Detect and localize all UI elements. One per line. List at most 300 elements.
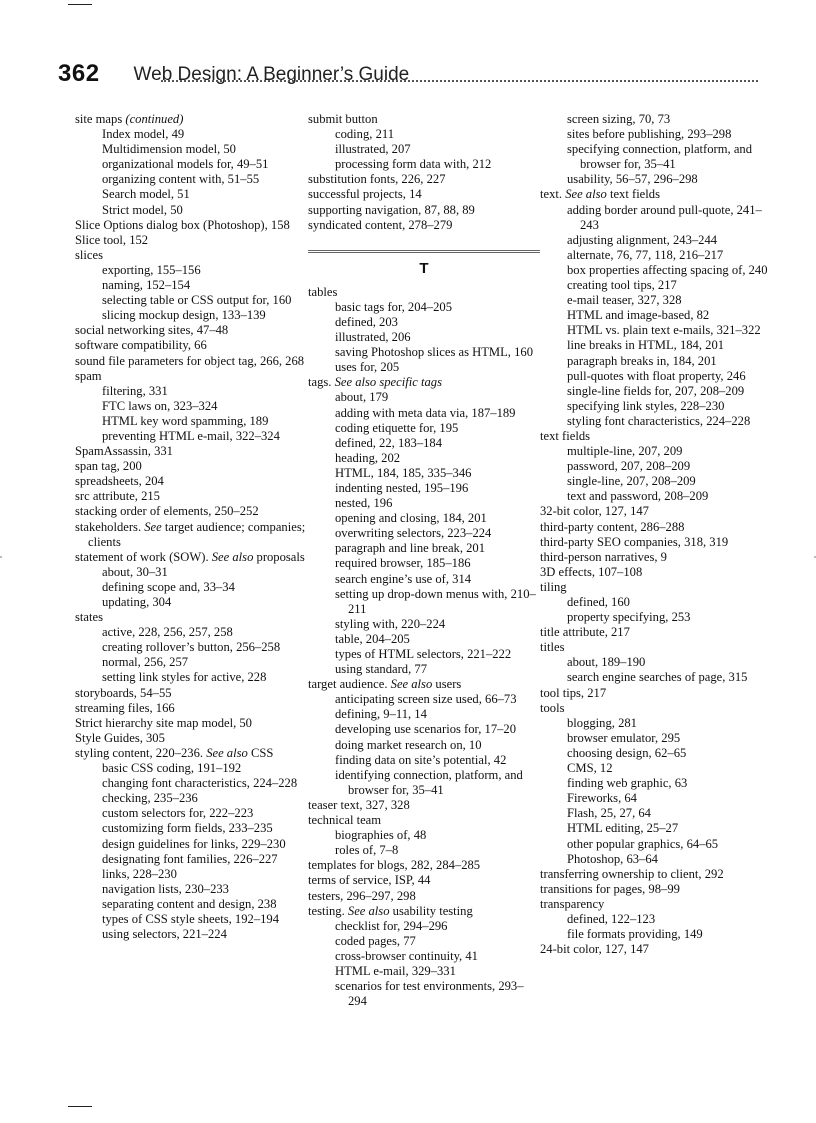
index-entry xyxy=(540,701,772,716)
entry-text: teaser text, 327, 328 xyxy=(308,797,410,812)
index-subentry xyxy=(540,338,772,353)
entry-text: usability testing xyxy=(389,903,473,918)
entry-list xyxy=(540,112,772,957)
index-subentry xyxy=(308,345,540,360)
index-entry xyxy=(540,867,772,882)
entry-text: single-line, 207, 208–209 xyxy=(567,474,696,489)
entry-text: third-party content, 286–288 xyxy=(540,519,685,534)
entry-text: third-party SEO companies, 318, 319 xyxy=(540,534,729,549)
index-subentry xyxy=(75,625,307,640)
entry-text: styling content, 220–236. xyxy=(75,745,207,760)
entry-text: substitution fonts, 226, 227 xyxy=(308,172,446,187)
index-subentry xyxy=(308,587,540,617)
entry-text: coding, 211 xyxy=(335,127,394,142)
index-entry xyxy=(540,686,772,701)
entry-text: changing font characteristics, 224–228 xyxy=(102,776,298,791)
index-subentry xyxy=(308,421,540,436)
index-entry xyxy=(75,218,307,233)
entry-text: 24-bit color, 127, 147 xyxy=(540,942,649,957)
index-subentry xyxy=(308,360,540,375)
entry-text: indenting nested, 195–196 xyxy=(335,480,469,495)
entry-text: HTML editing, 25–27 xyxy=(567,821,679,836)
entry-text: illustrated, 206 xyxy=(335,330,411,345)
index-entry xyxy=(75,369,307,384)
entry-text: defining, 9–11, 14 xyxy=(335,707,427,722)
index-subentry xyxy=(75,399,307,414)
entry-text: separating content and design, 238 xyxy=(102,896,277,911)
index-subentry xyxy=(75,308,307,323)
index-subentry xyxy=(540,354,772,369)
entry-text: stakeholders. xyxy=(75,519,145,534)
index-subentry xyxy=(308,662,540,677)
index-entry xyxy=(75,716,307,731)
index-subentry xyxy=(75,761,307,776)
index-subentry xyxy=(308,738,540,753)
index-entry xyxy=(308,285,540,300)
entry-italic-text: (continued) xyxy=(125,112,184,126)
index-subentry xyxy=(540,414,772,429)
index-subentry xyxy=(308,496,540,511)
entry-text: transitions for pages, 98–99 xyxy=(540,881,680,896)
index-subentry xyxy=(540,127,772,142)
index-subentry xyxy=(540,927,772,942)
entry-text: active, 228, 256, 257, 258 xyxy=(102,625,233,640)
entry-text: scenarios for test environments, 293–294 xyxy=(335,979,524,1009)
index-subentry xyxy=(308,692,540,707)
entry-text: illustrated, 207 xyxy=(335,142,411,157)
index-subentry xyxy=(540,323,772,338)
entry-text: finding web graphic, 63 xyxy=(567,776,688,791)
entry-text: target audience. xyxy=(308,677,391,692)
index-subentry xyxy=(540,444,772,459)
index-subentry xyxy=(308,451,540,466)
entry-italic-text: See also xyxy=(565,187,607,202)
entry-text: doing market research on, 10 xyxy=(335,737,482,752)
index-subentry xyxy=(308,722,540,737)
entry-text: text fields xyxy=(540,428,591,443)
index-subentry xyxy=(540,655,772,670)
entry-text: 3D effects, 107–108 xyxy=(540,564,643,579)
index-subentry xyxy=(75,867,307,882)
entry-text: coded pages, 77 xyxy=(335,933,416,948)
entry-text: screen sizing, 70, 73 xyxy=(567,112,671,126)
index-subentry xyxy=(540,172,772,187)
entry-text: third-person narratives, 9 xyxy=(540,549,667,564)
entry-text: basic CSS coding, 191–192 xyxy=(102,761,242,776)
index-subentry xyxy=(540,776,772,791)
entry-text: e-mail teaser, 327, 328 xyxy=(567,293,682,308)
entry-text: Multidimension model, 50 xyxy=(102,142,236,157)
entry-text: states xyxy=(75,610,103,625)
index-subentry xyxy=(540,369,772,384)
entry-text: setting link styles for active, 228 xyxy=(102,670,267,685)
entry-text: text. xyxy=(540,187,566,202)
index-subentry xyxy=(75,384,307,399)
entry-text: cross-browser continuity, 41 xyxy=(335,948,478,963)
entry-text: HTML, 184, 185, 335–346 xyxy=(335,465,472,480)
entry-text: browser emulator, 295 xyxy=(567,730,681,745)
edge-mark-left xyxy=(0,556,2,558)
entry-text: blogging, 281 xyxy=(567,715,637,730)
index-entry xyxy=(540,640,772,655)
dotted-leader xyxy=(161,80,758,82)
index-entry xyxy=(308,858,540,873)
entry-text: anticipating screen size used, 66–73 xyxy=(335,692,517,707)
entry-text: defined, 122–123 xyxy=(567,911,656,926)
index-subentry xyxy=(540,746,772,761)
entry-text: Slice tool, 152 xyxy=(75,232,149,247)
index-entry xyxy=(75,323,307,338)
entry-text: single-line fields for, 207, 208–209 xyxy=(567,383,745,398)
entry-text: heading, 202 xyxy=(335,450,401,465)
entry-text: about, 30–31 xyxy=(102,564,168,579)
index-subentry xyxy=(308,617,540,632)
index-subentry xyxy=(540,791,772,806)
entry-text: testing. xyxy=(308,903,348,918)
entry-text: Search model, 51 xyxy=(102,187,190,202)
index-entry xyxy=(308,203,540,218)
entry-text: target audience; companies; clients xyxy=(88,519,306,549)
index-subentry xyxy=(308,843,540,858)
entry-text: social networking sites, 47–48 xyxy=(75,323,229,338)
index-subentry xyxy=(540,459,772,474)
entry-text: property specifying, 253 xyxy=(567,610,691,625)
index-subentry xyxy=(308,768,540,798)
running-title: Web Design: A Beginner’s Guide xyxy=(133,64,410,85)
index-subentry xyxy=(540,670,772,685)
entry-text: finding data on site’s potential, 42 xyxy=(335,752,507,767)
entry-text: proposals xyxy=(253,549,305,564)
entry-text: using standard, 77 xyxy=(335,662,427,677)
index-subentry xyxy=(540,912,772,927)
index-subentry xyxy=(540,399,772,414)
index-subentry xyxy=(540,761,772,776)
entry-italic-text: See also xyxy=(390,677,433,692)
entry-text: navigation lists, 230–233 xyxy=(102,881,229,896)
index-subentry xyxy=(308,707,540,722)
index-entry xyxy=(540,429,772,444)
index-subentry xyxy=(308,127,540,142)
entry-text: site maps xyxy=(75,112,126,126)
entry-text: slices xyxy=(75,247,103,262)
index-entry xyxy=(308,375,540,390)
entry-text: streaming files, 166 xyxy=(75,700,175,715)
page-header xyxy=(58,55,758,87)
index-subentry xyxy=(75,791,307,806)
entry-text: HTML and image-based, 82 xyxy=(567,308,710,323)
entry-text: users xyxy=(432,677,462,692)
index-subentry xyxy=(540,278,772,293)
entry-text: Photoshop, 63–64 xyxy=(567,851,658,866)
index-subentry xyxy=(75,414,307,429)
crop-mark-top xyxy=(68,4,92,5)
index-subentry xyxy=(75,293,307,308)
entry-text: sites before publishing, 293–298 xyxy=(567,127,732,142)
entry-text: syndicated content, 278–279 xyxy=(308,217,453,232)
index-subentry xyxy=(308,511,540,526)
index-entry xyxy=(540,520,772,535)
index-subentry xyxy=(75,580,307,595)
index-subentry xyxy=(308,315,540,330)
entry-text: tags. xyxy=(308,375,335,390)
entry-text: setting up drop-down menus with, 210–211 xyxy=(335,586,536,616)
entry-text: table, 204–205 xyxy=(335,631,410,646)
entry-text: spreadsheets, 204 xyxy=(75,474,164,489)
index-entry xyxy=(75,248,307,263)
entry-text: uses for, 205 xyxy=(335,360,400,375)
entry-text: password, 207, 208–209 xyxy=(567,459,691,474)
index-entry xyxy=(75,233,307,248)
entry-text: supporting navigation, 87, 88, 89 xyxy=(308,202,475,217)
index-subentry xyxy=(540,610,772,625)
entry-text: title attribute, 217 xyxy=(540,625,630,640)
entry-text: selecting table or CSS output for, 160 xyxy=(102,293,292,308)
index-subentry xyxy=(75,912,307,927)
entry-text: search engine’s use of, 314 xyxy=(335,571,472,586)
entry-text: defined, 22, 183–184 xyxy=(335,435,443,450)
index-entry xyxy=(75,504,307,519)
entry-text: FTC laws on, 323–324 xyxy=(102,398,218,413)
entry-text: HTML key word spamming, 189 xyxy=(102,413,269,428)
entry-text: tool tips, 217 xyxy=(540,685,607,700)
entry-text: file formats providing, 149 xyxy=(567,927,703,942)
entry-text: paragraph and line break, 201 xyxy=(335,541,486,556)
index-subentry xyxy=(75,127,307,142)
letter-heading: T xyxy=(308,250,540,278)
entry-text: choosing design, 62–65 xyxy=(567,745,687,760)
index-entry xyxy=(308,889,540,904)
entry-text: preventing HTML e-mail, 322–324 xyxy=(102,428,280,443)
entry-text: paragraph breaks in, 184, 201 xyxy=(567,353,717,368)
entry-text: HTML e-mail, 329–331 xyxy=(335,963,456,978)
index-column-1 xyxy=(75,112,307,942)
index-subentry xyxy=(308,330,540,345)
entry-text: coding etiquette for, 195 xyxy=(335,420,459,435)
entry-text: adding with meta data via, 187–189 xyxy=(335,405,516,420)
entry-text: titles xyxy=(540,640,565,655)
index-entry xyxy=(308,904,540,919)
index-subentry xyxy=(308,157,540,172)
entry-text: specifying connection, platform, and browser for, 35–41 xyxy=(567,142,753,172)
index-subentry xyxy=(75,172,307,187)
index-subentry xyxy=(540,489,772,504)
entry-text: src attribute, 215 xyxy=(75,489,160,504)
entry-text: biographies of, 48 xyxy=(335,828,427,843)
entry-text: technical team xyxy=(308,813,382,828)
index-subentry xyxy=(540,142,772,172)
entry-italic-text: See also xyxy=(211,549,254,564)
entry-text: testers, 296–297, 298 xyxy=(308,888,416,903)
index-entry xyxy=(540,535,772,550)
index-subentry xyxy=(308,406,540,421)
entry-text: slicing mockup design, 133–139 xyxy=(102,308,266,323)
entry-text: creating tool tips, 217 xyxy=(567,278,677,293)
entry-text: SpamAssassin, 331 xyxy=(75,444,173,459)
entry-text: HTML vs. plain text e-mails, 321–322 xyxy=(567,323,761,338)
index-entry xyxy=(75,746,307,761)
index-subentry xyxy=(308,481,540,496)
entry-text: Index model, 49 xyxy=(102,127,185,142)
entry-list xyxy=(308,112,540,233)
index-subentry xyxy=(308,934,540,949)
index-subentry xyxy=(75,278,307,293)
entry-text: tiling xyxy=(540,579,567,594)
index-subentry xyxy=(540,852,772,867)
index-subentry xyxy=(308,647,540,662)
index-subentry xyxy=(540,821,772,836)
entry-text: Flash, 25, 27, 64 xyxy=(567,806,651,821)
entry-text: software compatibility, 66 xyxy=(75,338,207,353)
entry-text: alternate, 76, 77, 118, 216–217 xyxy=(567,247,724,262)
index-subentry xyxy=(540,837,772,852)
index-column-2 xyxy=(308,112,540,1009)
entry-list xyxy=(75,112,307,942)
entry-text: text and password, 208–209 xyxy=(567,489,709,504)
entry-text: storyboards, 54–55 xyxy=(75,685,172,700)
index-subentry xyxy=(308,436,540,451)
entry-text: usability, 56–57, 296–298 xyxy=(567,172,698,187)
entry-text: about, 189–190 xyxy=(567,655,646,670)
entry-text: CMS, 12 xyxy=(567,761,613,776)
entry-text: CSS xyxy=(247,745,274,760)
entry-text: about, 179 xyxy=(335,390,389,405)
index-subentry xyxy=(75,927,307,942)
entry-text: required browser, 185–186 xyxy=(335,556,471,571)
index-subentry xyxy=(75,882,307,897)
index-entry xyxy=(540,187,772,202)
index-subentry xyxy=(75,852,307,867)
index-subentry xyxy=(75,640,307,655)
entry-text: text fields xyxy=(606,187,660,202)
index-subentry xyxy=(75,429,307,444)
index-subentry xyxy=(540,595,772,610)
index-entry xyxy=(75,520,307,550)
entry-text: other popular graphics, 64–65 xyxy=(567,836,719,851)
index-subentry xyxy=(75,837,307,852)
entry-text: customizing form fields, 233–235 xyxy=(102,821,273,836)
entry-text: styling with, 220–224 xyxy=(335,616,446,631)
entry-text: basic tags for, 204–205 xyxy=(335,299,453,314)
entry-text: defining scope and, 33–34 xyxy=(102,579,235,594)
index-subentry xyxy=(75,142,307,157)
index-subentry xyxy=(308,556,540,571)
entry-text: 32-bit color, 127, 147 xyxy=(540,504,649,519)
index-subentry xyxy=(540,731,772,746)
index-column-3 xyxy=(540,112,772,957)
entry-text: designating font families, 226–227 xyxy=(102,851,278,866)
entry-text: checking, 235–236 xyxy=(102,791,198,806)
entry-text: search engine searches of page, 315 xyxy=(567,670,748,685)
index-subentry xyxy=(540,384,772,399)
entry-text: Fireworks, 64 xyxy=(567,791,637,806)
entry-italic-text: See also specific tags xyxy=(334,375,442,390)
entry-text: normal, 256, 257 xyxy=(102,655,189,670)
entry-text: organizing content with, 51–55 xyxy=(102,172,260,187)
entry-text: saving Photoshop slices as HTML, 160 xyxy=(335,345,533,360)
index-entry xyxy=(75,701,307,716)
crop-mark-bottom xyxy=(68,1106,92,1107)
entry-text: custom selectors for, 222–223 xyxy=(102,806,254,821)
entry-text: multiple-line, 207, 209 xyxy=(567,444,683,459)
entry-italic-text: See xyxy=(144,519,162,534)
entry-text: Strict model, 50 xyxy=(102,202,183,217)
entry-text: opening and closing, 184, 201 xyxy=(335,511,487,526)
entry-text: adding border around pull-quote, 241–243 xyxy=(567,202,762,232)
entry-text: line breaks in HTML, 184, 201 xyxy=(567,338,725,353)
index-subentry xyxy=(540,806,772,821)
index-entry xyxy=(75,474,307,489)
entry-text: using selectors, 221–224 xyxy=(102,927,227,942)
entry-list xyxy=(308,285,540,1010)
entry-text: organizational models for, 49–51 xyxy=(102,157,269,172)
index-entry xyxy=(75,731,307,746)
entry-text: creating rollover’s button, 256–258 xyxy=(102,640,281,655)
entry-text: filtering, 331 xyxy=(102,383,168,398)
index-entry xyxy=(308,873,540,888)
index-subentry xyxy=(308,541,540,556)
entry-text: design guidelines for links, 229–230 xyxy=(102,836,286,851)
index-subentry xyxy=(75,187,307,202)
index-entry xyxy=(308,677,540,692)
index-subentry xyxy=(308,753,540,768)
entry-text: exporting, 155–156 xyxy=(102,262,201,277)
index-entry xyxy=(75,338,307,353)
entry-text: transparency xyxy=(540,896,605,911)
entry-text: submit button xyxy=(308,112,378,126)
entry-text: defined, 203 xyxy=(335,314,398,329)
index-subentry xyxy=(308,632,540,647)
index-subentry xyxy=(540,248,772,263)
entry-text: updating, 304 xyxy=(102,595,172,609)
index-entry xyxy=(75,686,307,701)
entry-text: successful projects, 14 xyxy=(308,187,422,202)
index-entry xyxy=(308,112,540,127)
index-entry xyxy=(308,172,540,187)
index-entry xyxy=(308,218,540,233)
index-entry xyxy=(540,897,772,912)
index-entry xyxy=(75,610,307,625)
entry-text: nested, 196 xyxy=(335,496,393,511)
index-subentry xyxy=(75,565,307,580)
index-entry xyxy=(75,112,307,127)
index-entry xyxy=(75,489,307,504)
index-subentry xyxy=(75,821,307,836)
index-subentry xyxy=(75,897,307,912)
index-entry xyxy=(75,444,307,459)
entry-italic-text: See also xyxy=(206,745,248,760)
index-entry xyxy=(75,354,307,369)
entry-text: identifying connection, platform, and browser for, 35–41 xyxy=(335,767,523,797)
index-entry xyxy=(308,813,540,828)
index-subentry xyxy=(308,390,540,405)
entry-text: adjusting alignment, 243–244 xyxy=(567,232,718,247)
entry-text: styling font characteristics, 224–228 xyxy=(567,413,751,428)
index-subentry xyxy=(308,466,540,481)
index-subentry xyxy=(540,112,772,127)
index-entry xyxy=(540,942,772,957)
index-subentry xyxy=(75,776,307,791)
index-entry xyxy=(540,580,772,595)
entry-text: Slice Options dialog box (Photoshop), 158 xyxy=(75,217,290,232)
index-entry xyxy=(308,187,540,202)
entry-text: processing form data with, 212 xyxy=(335,157,492,172)
entry-italic-text: See also xyxy=(347,903,390,918)
entry-text: tools xyxy=(540,700,565,715)
entry-text: transferring ownership to client, 292 xyxy=(540,866,724,881)
index-subentry xyxy=(75,263,307,278)
index-subentry xyxy=(540,293,772,308)
index-subentry xyxy=(540,308,772,323)
